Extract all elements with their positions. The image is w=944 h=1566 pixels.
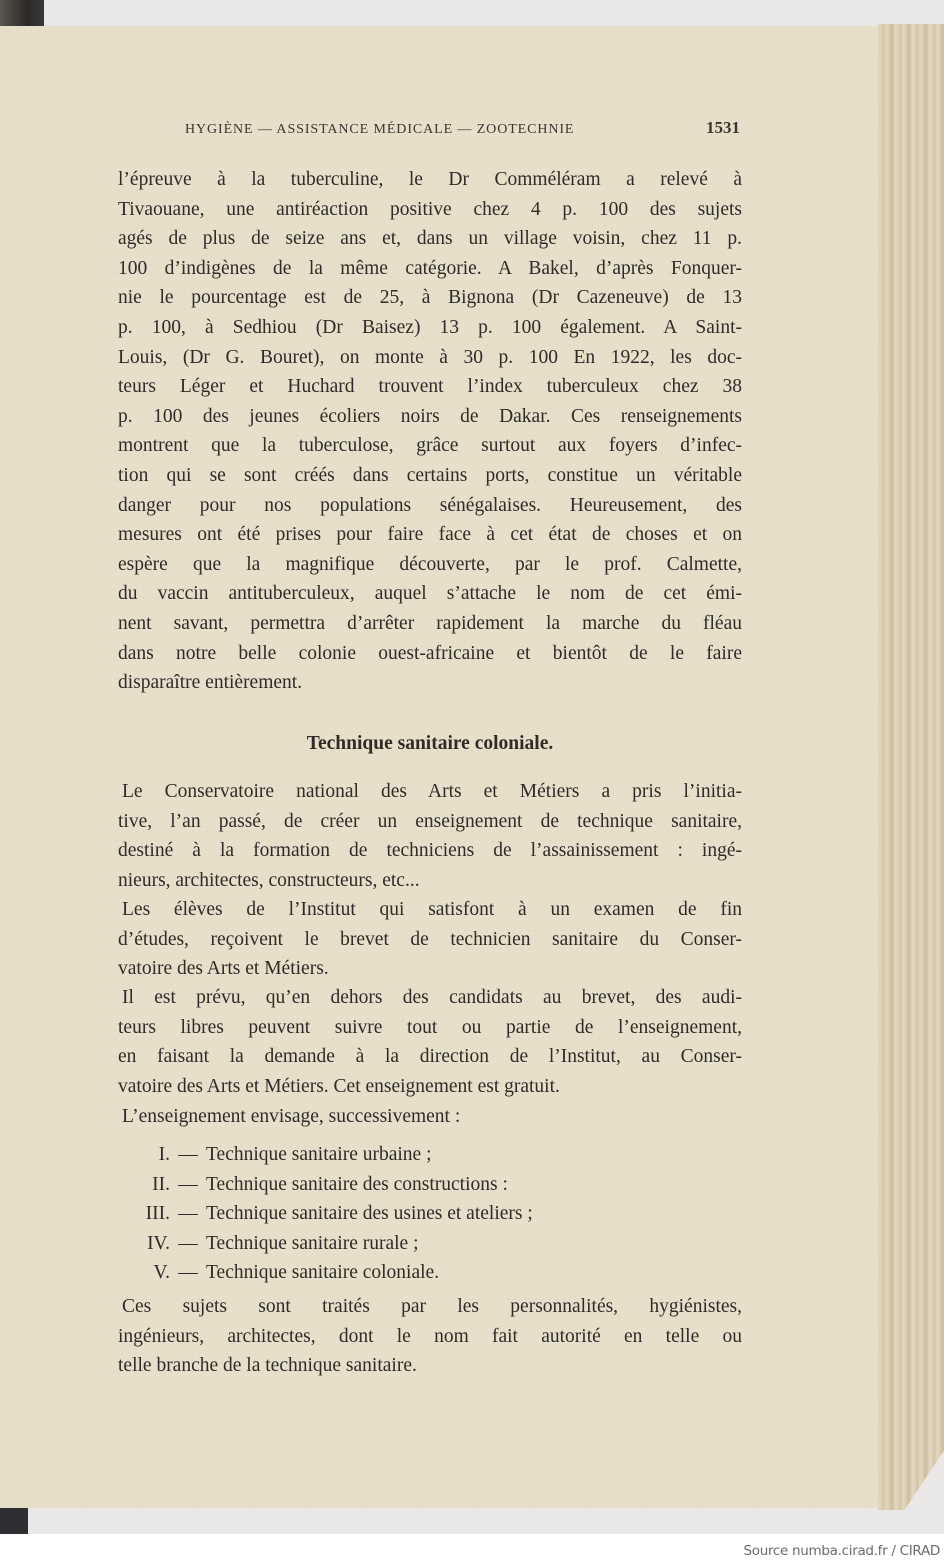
list-dash: — <box>178 1144 198 1165</box>
text-line: espère que la magnifique découverte, par le prof. Calmette, <box>118 553 742 575</box>
text-line: vatoire des Arts et Métiers. Cet enseignement est gratuit. <box>118 1075 560 1097</box>
text-line: p. 100 des jeunes écoliers noirs de Dakar. Ces renseignements <box>118 405 742 427</box>
paragraph-sujets <box>118 1292 742 1381</box>
text-line: nent savant, permettra d’arrêter rapidement la marche du fléau <box>118 612 742 634</box>
text-line: p. 100, à Sedhiou (Dr Baisez) 13 p. 100 également. A Saint- <box>118 316 742 338</box>
text-line: danger pour nos populations sénégalaises. Heureusement, des <box>118 494 742 516</box>
text-line: Tivaouane, une antiréaction positive chez 4 p. 100 des sujets <box>118 198 742 220</box>
list-numeral: I. <box>158 1144 170 1165</box>
text-line: l’épreuve à la tuberculine, le Dr Comméléram a relevé à <box>118 169 742 190</box>
text-line: tion qui se sont créés dans certains ports, constitue un véritable <box>118 464 742 486</box>
running-title: HYGIÈNE — ASSISTANCE MÉDICALE — ZOOTECHNIE <box>185 122 575 137</box>
list-numeral: V. <box>153 1262 170 1284</box>
text-line: nieurs, architectes, constructeurs, etc... <box>118 869 420 891</box>
text-line: disparaître entièrement. <box>118 672 303 694</box>
text-line: destiné à la formation de techniciens de l’assainissement : ingé- <box>118 840 742 862</box>
text-line: montrent que la tuberculose, grâce surtout aux foyers d’infec- <box>118 435 742 457</box>
list-text: Technique sanitaire rurale ; <box>206 1232 419 1254</box>
list-numeral: II. <box>152 1173 170 1195</box>
source-credit: Source numba.cirad.fr / CIRAD <box>743 1543 940 1559</box>
list-item <box>118 1258 718 1288</box>
text-line: tive, l’an passé, de créer un enseignement de technique sanitaire, <box>118 810 742 832</box>
text-line: 100 d’indigènes de la même catégorie. A Bakel, d’après Fonquer- <box>118 257 742 279</box>
text-line: nie le pourcentage est de 25, à Bignona (Dr Cazeneuve) de 13 <box>118 287 742 309</box>
text-line: du vaccin antituberculeux, auquel s’attache le nom de cet émi- <box>118 583 742 605</box>
page-number: 1531 <box>706 118 740 137</box>
list-text: Technique sanitaire des constructions : <box>206 1173 508 1195</box>
paragraph-enseignement-intro <box>118 1102 742 1132</box>
scan-corner-bottom <box>0 1506 28 1534</box>
text-line: ingénieurs, architectes, dont le nom fait autorité en telle ou <box>118 1325 742 1347</box>
list-item <box>118 1229 718 1259</box>
text-line: mesures ont été prises pour faire face à cet état de choses et on <box>118 524 742 546</box>
list-dash: — <box>178 1203 198 1225</box>
list-item <box>118 1170 718 1200</box>
text-line: Il est prévu, qu’en dehors des candidats au brevet, des audi- <box>122 987 742 1008</box>
list-numeral: III. <box>145 1203 170 1225</box>
paragraph-tuberculosis <box>118 165 742 698</box>
text-line: teurs Léger et Huchard trouvent l’index tuberculeux chez 38 <box>118 376 742 398</box>
text-line: d’études, reçoivent le brevet de technicien sanitaire du Conser- <box>118 928 742 950</box>
list-dash: — <box>178 1173 198 1195</box>
list-dash: — <box>178 1232 198 1254</box>
list-text: Technique sanitaire coloniale. <box>206 1262 440 1284</box>
list-text: Technique sanitaire des usines et ateliers ; <box>206 1203 533 1225</box>
list-item <box>118 1140 718 1170</box>
paragraph-brevet <box>118 895 742 984</box>
list-dash: — <box>178 1262 198 1284</box>
text-line: Les élèves de l’Institut qui satisfont à un examen de fin <box>122 899 742 920</box>
text-line: teurs libres peuvent suivre tout ou partie de l’enseignement, <box>118 1016 742 1038</box>
paragraph-conservatoire <box>118 777 742 895</box>
text-line: en faisant la demande à la direction de l’Institut, au Conser- <box>118 1046 742 1068</box>
paragraph-auditeurs <box>118 983 742 1101</box>
text-line: Ces sujets sont traités par les personnalités, hygiénistes, <box>122 1296 742 1317</box>
list-text: Technique sanitaire urbaine ; <box>206 1144 432 1165</box>
running-header <box>185 118 740 138</box>
list-numeral: IV. <box>147 1232 170 1254</box>
text-line: Le Conservatoire national des Arts et Métiers a pris l’initia- <box>122 781 742 802</box>
section-heading: Technique sanitaire coloniale. <box>306 733 554 754</box>
text-line: vatoire des Arts et Métiers. <box>118 958 329 980</box>
scan-corner-top <box>0 0 44 26</box>
text-line: Louis, (Dr G. Bouret), on monte à 30 p. 100 En 1922, les doc- <box>118 346 742 368</box>
list-item <box>118 1199 718 1229</box>
text-line: dans notre belle colonie ouest-africaine et bientôt de le faire <box>118 642 742 664</box>
curriculum-list <box>118 1140 718 1288</box>
text-line: agés de plus de seize ans et, dans un village voisin, chez 11 p. <box>118 228 742 250</box>
text-line: L’enseignement envisage, successivement : <box>122 1106 461 1127</box>
text-line: telle branche de la technique sanitaire. <box>118 1355 417 1377</box>
page-edges <box>878 24 944 1510</box>
